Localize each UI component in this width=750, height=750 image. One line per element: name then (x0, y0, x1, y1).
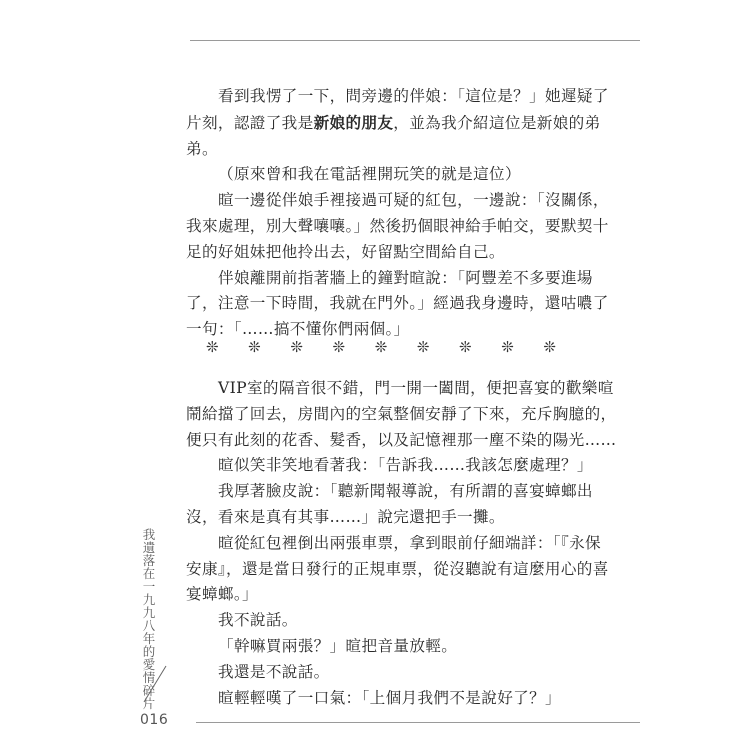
paragraph (186, 686, 576, 712)
body-text-section-1 (186, 84, 609, 343)
divider-mark: ❊ (248, 338, 261, 356)
top-rule (190, 40, 640, 41)
bottom-rule (196, 722, 640, 723)
text-line: 足的好姐妹把他拎出去，好留點空間給自己。 (186, 242, 505, 261)
divider-mark: ❊ (206, 338, 219, 356)
text-line: 安康』，還是當日發行的正規車票，從沒聽說有這麼用心的喜 (186, 559, 609, 578)
paragraph (186, 266, 609, 343)
text-line: VIP室的隔音很不錯，門一開一闔間，便把喜宴的歡樂喧 (218, 379, 614, 397)
text-line: 暄從紅包裡倒出兩張車票，拿到眼前仔細端詳：「『永保 (218, 533, 601, 552)
divider-mark: ❊ (374, 338, 388, 356)
bold-phrase: 新娘的朋友 (313, 112, 394, 132)
divider-mark: ❊ (290, 338, 303, 356)
paragraph (186, 162, 576, 188)
section-divider (186, 335, 576, 359)
folio-slash (142, 664, 168, 704)
paragraph (186, 188, 609, 265)
divider-mark: ❊ (543, 338, 556, 356)
page-number: 016 (140, 712, 169, 728)
paragraph (186, 376, 617, 453)
paragraph (186, 84, 609, 162)
text-line: 暄一邊從伴娘手裡接過可疑的紅包，一邊說：「沒關係， (218, 191, 609, 210)
paragraph (186, 634, 576, 660)
text-line: 我還是不說話。 (218, 662, 330, 681)
text-line (186, 110, 601, 137)
text-line: 「幹嘛買兩張？」暄把音量放輕。 (218, 636, 458, 655)
running-title: 我遺落在一九九八年的愛情碎片 (141, 528, 156, 710)
text-line: 伴娘離開前指著牆上的鐘對暄說：「阿豐差不多要進場 (218, 268, 593, 287)
paragraph (186, 479, 593, 531)
text-segment: 片刻，認證了我是 (186, 113, 314, 132)
text-segment: ，並為我介紹這位是新娘的弟 (393, 113, 601, 132)
body-text-section-2 (186, 376, 617, 711)
text-line: 暄輕輕嘆了一口氣：「上個月我們不是說好了？」 (218, 688, 561, 707)
text-line: 我來處理，別大聲嚷嚷。」然後扔個眼神給手帕交，要默契十 (186, 216, 609, 235)
text-line: 一句：「……搞不懂你們兩個。」 (186, 320, 410, 339)
text-line: 我不說話。 (218, 611, 298, 630)
divider-mark: ❊ (501, 338, 514, 356)
text-line: （原來曾和我在電話裡開玩笑的就是這位） (218, 165, 521, 184)
text-line: 沒，看來是真有其事……」說完還把手一攤。 (186, 507, 505, 526)
text-line: 了，注意一下時間，我就在門外。」經過我身邊時，還咕噥了 (186, 294, 609, 313)
text-line: 暄似笑非笑地看著我：「告訴我……我該怎麼處理？」 (218, 456, 593, 475)
text-line: 看到我愣了一下，問旁邊的伴娘：「這位是？」她遲疑了 (218, 87, 609, 105)
divider-mark: ❊ (416, 338, 430, 356)
paragraph (186, 660, 576, 686)
divider-mark: ❊ (459, 338, 472, 356)
text-line: 弟。 (186, 139, 218, 158)
text-line: 宴蟑螂。」 (186, 585, 258, 604)
paragraph (186, 453, 593, 479)
text-line: 我厚著臉皮說：「聽新聞報導說，有所謂的喜宴蟑螂出 (218, 482, 593, 501)
text-line: 鬧給擋了回去，房間內的空氣整個安靜了下來，充斥胸臆的， (186, 404, 617, 423)
divider-mark: ❊ (332, 338, 346, 356)
paragraph (186, 608, 576, 634)
text-line: 便只有此刻的花香、髮香，以及記憶裡那一塵不染的陽光…… (186, 430, 617, 449)
paragraph (186, 531, 609, 608)
